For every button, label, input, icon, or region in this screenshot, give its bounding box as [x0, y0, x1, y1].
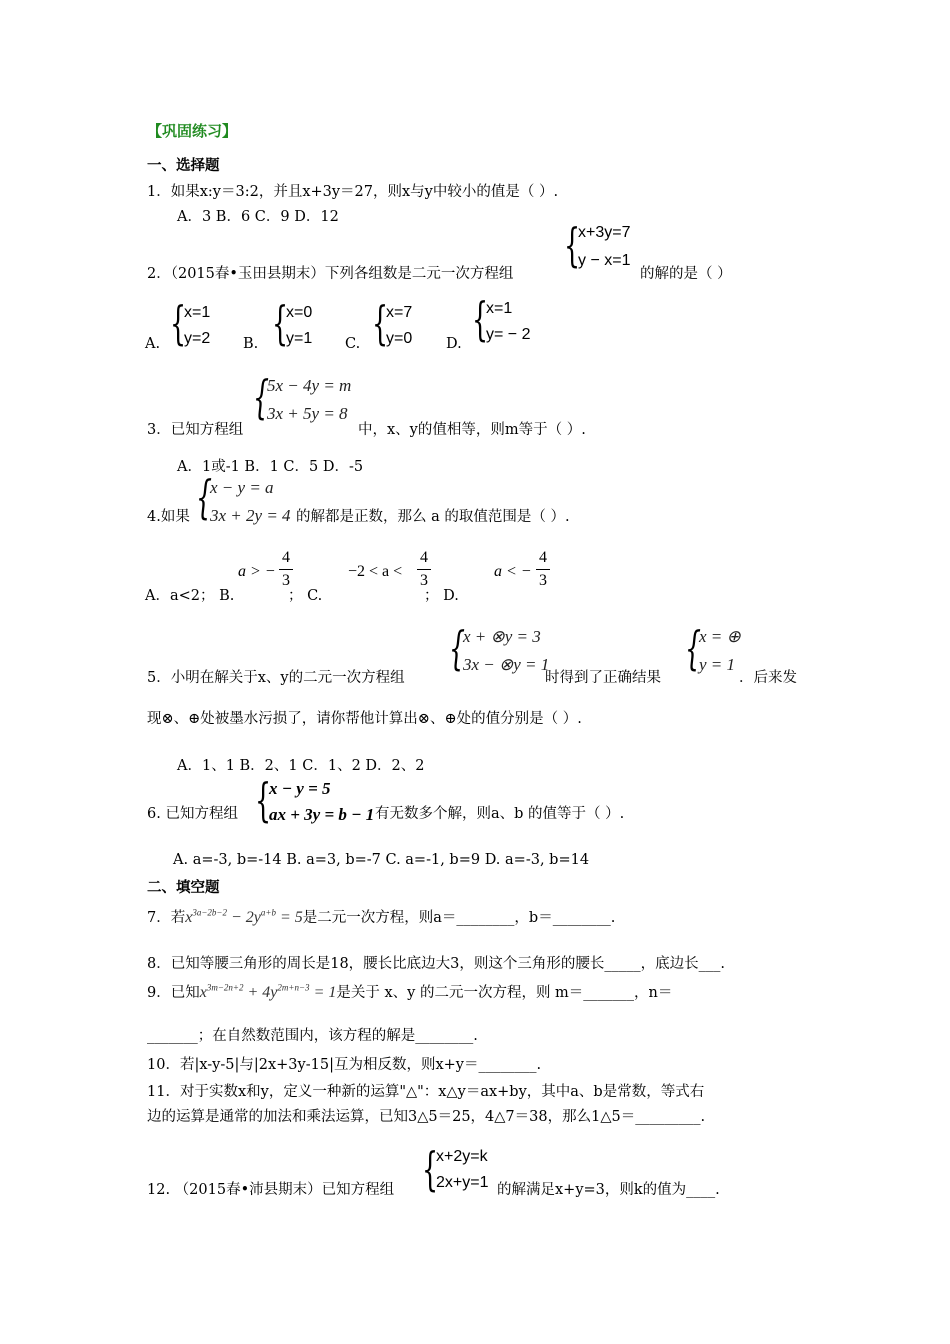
section-title-choice: 一、选择题	[147, 157, 220, 174]
section-title-fill: 二、填空题	[147, 879, 220, 896]
question-1-options: A．3 B．6 C．9 D．12	[177, 209, 339, 225]
q12-equation-system: { x+2y=k 2x+y=1	[422, 1142, 489, 1196]
question-3: 3．已知方程组	[147, 422, 244, 438]
section-header-consolidation: 【巩固练习】	[147, 122, 238, 140]
q2-option-b: { x=0 y=1	[272, 296, 313, 350]
q2-option-c: { x=7 y=0	[372, 296, 413, 350]
q2-option-d: { x=1 y= − 2	[472, 292, 531, 346]
q4-label-c: ； C.	[288, 588, 323, 604]
q3-equation-system: { 5x − 4y = m 3x + 5y = 8	[253, 370, 352, 424]
question-4-tail: 的解都是正数，那么 a 的取值范围是（ ）.	[296, 509, 570, 525]
question-6-options: A. a=-3, b=-14 B. a=3, b=-7 C. a=-1, b=9 D. a=-3, b=14	[173, 852, 590, 868]
q4-option-a: A．a<2； B.	[145, 588, 235, 604]
question-2-tail: 的解的是（ ）	[640, 266, 732, 282]
question-6-tail: 有无数多个解，则a、b 的值等于（ ）.	[375, 806, 625, 822]
question-2: 2．（2015春•玉田县期末）下列各组数是二元一次方程组	[147, 266, 514, 282]
question-11-line2: 边的运算是通常的加法和乘法运算，已知3△5＝25，4△7＝38，那么1△5＝_________.	[147, 1109, 706, 1125]
question-6: 6. 已知方程组	[147, 806, 238, 822]
question-9-line2: _______；在自然数范围内，该方程的解是________.	[147, 1028, 478, 1044]
question-3-tail: 中，x、y的值相等，则m等于（ ）.	[358, 422, 586, 438]
question-5: 5．小明在解关于x、y的二元一次方程组	[147, 670, 405, 686]
q5-result-system: { x = ⊕ y = 1	[685, 621, 741, 675]
q4-equation-system: { x − y = a 3x + 2y = 4	[196, 470, 291, 525]
question-7: 7．若$x^{3a-2b-2} - 2y^{a+b} = 5$是二元一次方程，则a＝________，b＝________.	[147, 907, 616, 926]
question-10: 10．若|x-y-5|与|2x+3y-15|互为相反数，则x+y＝________.	[147, 1057, 542, 1073]
q2-label-a: A.	[145, 336, 161, 352]
question-12: 12. （2015春•沛县期末）已知方程组	[147, 1182, 395, 1198]
q4-option-c: −2 < a <	[348, 563, 403, 580]
q4-fraction-b: 4 3	[279, 549, 293, 590]
q4-label-d: ； D.	[424, 588, 459, 604]
question-5-mid: 时得到了正确结果	[545, 670, 661, 686]
q5-equation-system: { x + ⊗y = 3 3x − ⊗y = 1	[449, 621, 550, 675]
q4-fraction-c: 4 3	[417, 549, 431, 590]
question-1: 1．如果x:y＝3:2，并且x+3y＝27，则x与y中较小的值是（ ）.	[147, 184, 559, 200]
q2-label-c: C.	[345, 336, 361, 352]
q2-label-d: D.	[446, 336, 462, 352]
question-11: 11．对于实数x和y，定义一种新的运算"△"：x△y＝ax+by，其中a、b是常数，等式右	[147, 1084, 705, 1100]
q2-equation-system: { x+3y=7 y − x=1	[564, 218, 631, 272]
q4-option-b: a > −	[238, 563, 276, 580]
question-12-tail: 的解满足x+y=3，则k的值为____.	[497, 1182, 720, 1198]
question-9: 9．已知$x^{3m-2n+2} + 4y^{2m+n-3} = 1$是关于 x、y 的二元一次方程，则 m＝_______，n＝	[147, 982, 673, 1001]
question-3-options: A．1或-1 B．1 C．5 D．-5	[177, 459, 364, 475]
question-5-tail: ．后来发	[739, 670, 797, 686]
q4-fraction-d: 4 3	[536, 549, 550, 590]
q2-label-b: B.	[243, 336, 259, 352]
question-8: 8．已知等腰三角形的周长是18，腰长比底边大3，则这个三角形的腰长_____，底边长___.	[147, 956, 726, 972]
q2-option-a: { x=1 y=2	[170, 296, 211, 350]
question-4: 4.如果	[147, 509, 190, 525]
question-5-options: A．1、1 B．2、1 C．1、2 D．2、2	[177, 758, 425, 774]
question-5-line2: 现⊗、⊕处被墨水污损了，请你帮他计算出⊗、⊕处的值分别是（ ）.	[147, 711, 582, 727]
q4-option-d: a < −	[494, 563, 532, 580]
q6-equation-system: { x − y = 5 ax + 3y = b − 1	[255, 773, 375, 827]
